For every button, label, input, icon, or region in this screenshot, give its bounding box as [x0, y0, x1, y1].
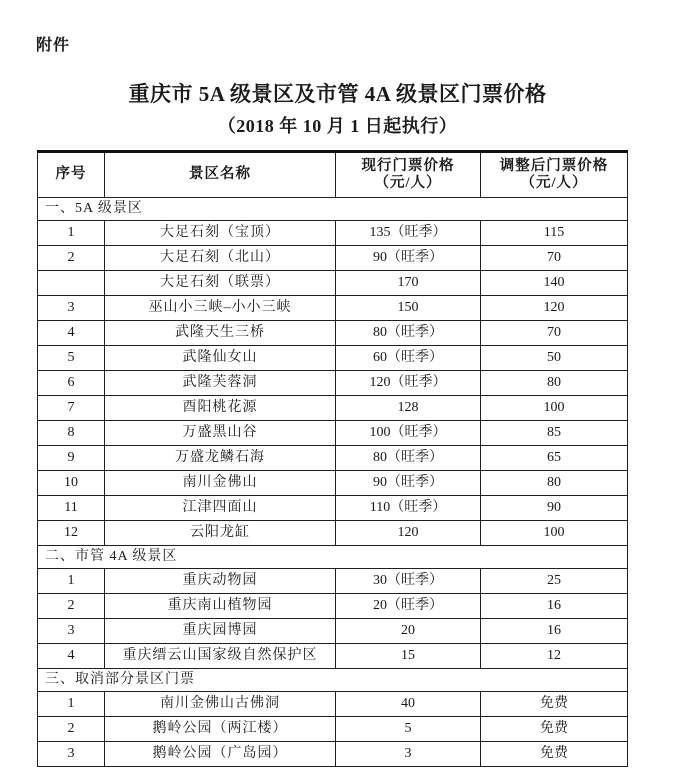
table-row: [38, 321, 628, 346]
header-line: （元/人）: [520, 175, 588, 191]
cell-no: 9: [38, 446, 105, 471]
header-cell-adjusted-price: [481, 152, 628, 198]
document-title: 重庆市 5A 级景区及市管 4A 级景区门票价格: [128, 82, 547, 106]
cell-current-price: 135（旺季）: [336, 221, 481, 246]
cell-current-price: 150: [336, 296, 481, 321]
cell-adjusted-price: 120: [481, 296, 628, 321]
cell-current-price: 80（旺季）: [336, 446, 481, 471]
price-table-body: [38, 152, 628, 767]
cell-current-price: 90（旺季）: [336, 246, 481, 271]
table-row: [38, 619, 628, 644]
cell-scenic-name: 武隆芙蓉洞: [105, 371, 336, 396]
cell-current-price: 30（旺季）: [336, 569, 481, 594]
cell-scenic-name: 酉阳桃花源: [105, 396, 336, 421]
cell-adjusted-price: 16: [481, 619, 628, 644]
header-line: 景区名称: [189, 166, 251, 183]
table-row: [38, 496, 628, 521]
cell-no: 3: [38, 742, 105, 767]
cell-adjusted-price: 90: [481, 496, 628, 521]
price-table: [37, 150, 628, 767]
cell-adjusted-price: 80: [481, 471, 628, 496]
cell-current-price: 20: [336, 619, 481, 644]
table-row: [38, 346, 628, 371]
cell-no: 1: [38, 569, 105, 594]
attachment-label: 附件: [36, 37, 71, 54]
header-cell-current-price: [336, 152, 481, 198]
cell-scenic-name: 大足石刻（宝顶）: [105, 221, 336, 246]
cell-scenic-name: 万盛龙鳞石海: [105, 446, 336, 471]
table-row: [38, 271, 628, 296]
table-row: [38, 421, 628, 446]
table-header-row: [38, 152, 628, 198]
section-title: 一、5A 级景区: [38, 198, 628, 221]
section-title: 三、取消部分景区门票: [38, 669, 628, 692]
cell-adjusted-price: 免费: [481, 742, 628, 767]
table-row: [38, 471, 628, 496]
cell-scenic-name: 武隆仙女山: [105, 346, 336, 371]
header-cell-scenic-name: [105, 152, 336, 198]
cell-no: 10: [38, 471, 105, 496]
cell-no: 2: [38, 246, 105, 271]
cell-adjusted-price: 115: [481, 221, 628, 246]
cell-current-price: 170: [336, 271, 481, 296]
table-row: [38, 692, 628, 717]
table-row: [38, 644, 628, 669]
table-row: [38, 594, 628, 619]
section-header-row: [38, 669, 628, 692]
cell-current-price: 20（旺季）: [336, 594, 481, 619]
cell-adjusted-price: 50: [481, 346, 628, 371]
cell-scenic-name: 重庆缙云山国家级自然保护区: [105, 644, 336, 669]
cell-current-price: 3: [336, 742, 481, 767]
cell-scenic-name: 南川金佛山古佛洞: [105, 692, 336, 717]
header-line: 调整后门票价格: [499, 157, 609, 174]
cell-scenic-name: 巫山小三峡–小小三峡: [105, 296, 336, 321]
header-line: 序号: [55, 166, 87, 183]
table-row: [38, 521, 628, 546]
cell-no: 3: [38, 296, 105, 321]
cell-scenic-name: 鹅岭公园（广岛园）: [105, 742, 336, 767]
table-row: [38, 396, 628, 421]
cell-current-price: 15: [336, 644, 481, 669]
cell-current-price: 60（旺季）: [336, 346, 481, 371]
cell-no: 1: [38, 221, 105, 246]
cell-scenic-name: 重庆南山植物园: [105, 594, 336, 619]
cell-scenic-name: 鹅岭公园（两江楼）: [105, 717, 336, 742]
cell-current-price: 5: [336, 717, 481, 742]
table-row: [38, 296, 628, 321]
table-row: [38, 221, 628, 246]
cell-scenic-name: 大足石刻（北山）: [105, 246, 336, 271]
header-line: 现行门票价格: [361, 157, 455, 174]
cell-no: 6: [38, 371, 105, 396]
cell-no: 1: [38, 692, 105, 717]
cell-no: 7: [38, 396, 105, 421]
cell-adjusted-price: 25: [481, 569, 628, 594]
cell-no: 4: [38, 321, 105, 346]
cell-current-price: 100（旺季）: [336, 421, 481, 446]
table-row: [38, 742, 628, 767]
cell-no: [38, 271, 105, 296]
cell-no: 2: [38, 717, 105, 742]
header-line: （元/人）: [374, 175, 442, 191]
cell-scenic-name: 南川金佛山: [105, 471, 336, 496]
cell-no: 3: [38, 619, 105, 644]
cell-scenic-name: 重庆园博园: [105, 619, 336, 644]
table-row: [38, 371, 628, 396]
cell-adjusted-price: 100: [481, 396, 628, 421]
cell-current-price: 80（旺季）: [336, 321, 481, 346]
table-row: [38, 569, 628, 594]
cell-adjusted-price: 12: [481, 644, 628, 669]
cell-scenic-name: 云阳龙缸: [105, 521, 336, 546]
cell-no: 11: [38, 496, 105, 521]
cell-adjusted-price: 16: [481, 594, 628, 619]
cell-adjusted-price: 65: [481, 446, 628, 471]
cell-scenic-name: 大足石刻（联票）: [105, 271, 336, 296]
cell-adjusted-price: 免费: [481, 717, 628, 742]
header-cell-no: [38, 152, 105, 198]
document-subtitle: （2018 年 10 月 1 日起执行）: [217, 116, 458, 136]
cell-adjusted-price: 85: [481, 421, 628, 446]
cell-scenic-name: 武隆天生三桥: [105, 321, 336, 346]
cell-current-price: 40: [336, 692, 481, 717]
cell-scenic-name: 万盛黑山谷: [105, 421, 336, 446]
cell-current-price: 120: [336, 521, 481, 546]
cell-no: 2: [38, 594, 105, 619]
cell-current-price: 90（旺季）: [336, 471, 481, 496]
cell-adjusted-price: 70: [481, 321, 628, 346]
cell-scenic-name: 重庆动物园: [105, 569, 336, 594]
cell-adjusted-price: 100: [481, 521, 628, 546]
section-header-row: [38, 546, 628, 569]
cell-no: 5: [38, 346, 105, 371]
cell-current-price: 120（旺季）: [336, 371, 481, 396]
cell-no: 8: [38, 421, 105, 446]
cell-no: 12: [38, 521, 105, 546]
table-row: [38, 717, 628, 742]
section-header-row: [38, 198, 628, 221]
cell-scenic-name: 江津四面山: [105, 496, 336, 521]
table-row: [38, 246, 628, 271]
cell-adjusted-price: 免费: [481, 692, 628, 717]
cell-current-price: 110（旺季）: [336, 496, 481, 521]
cell-current-price: 128: [336, 396, 481, 421]
cell-adjusted-price: 70: [481, 246, 628, 271]
cell-adjusted-price: 140: [481, 271, 628, 296]
cell-adjusted-price: 80: [481, 371, 628, 396]
table-row: [38, 446, 628, 471]
section-title: 二、市管 4A 级景区: [38, 546, 628, 569]
cell-no: 4: [38, 644, 105, 669]
